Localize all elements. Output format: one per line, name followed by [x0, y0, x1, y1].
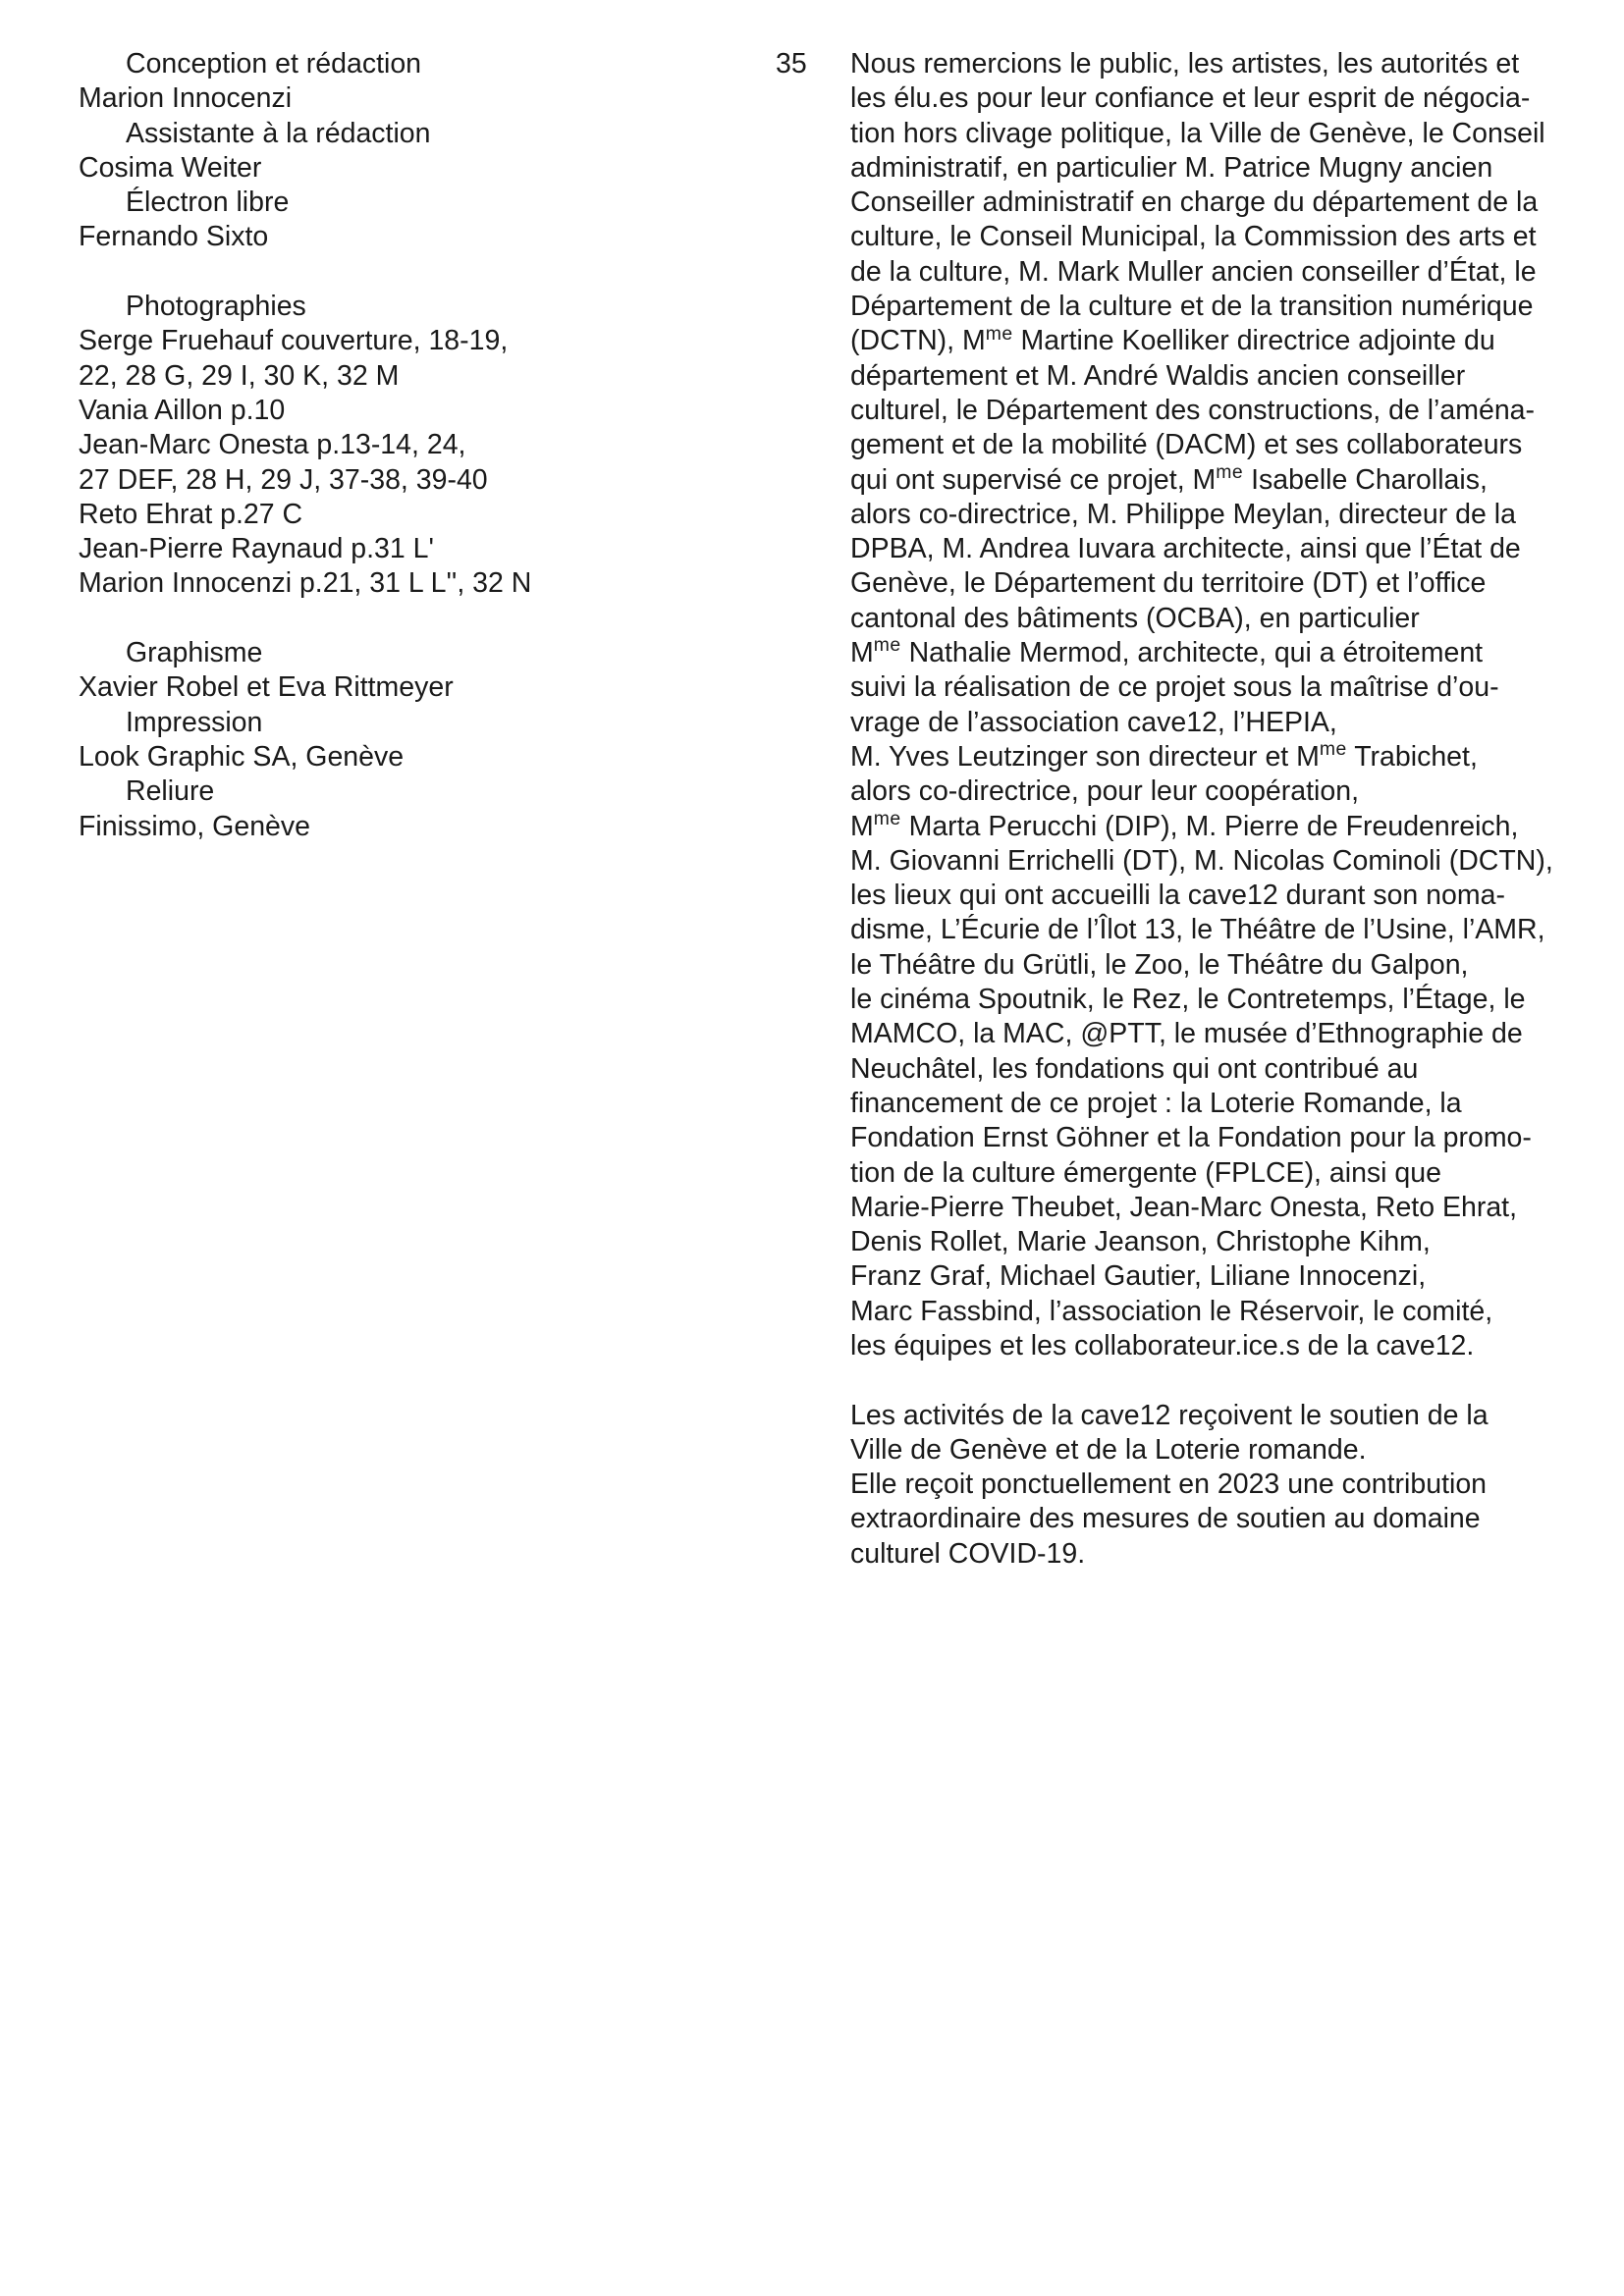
text-line: extraordinaire des mesures de soutien au domaine	[850, 1503, 1481, 1535]
credit-role: Photographies	[126, 291, 306, 323]
acknowledgements-paragraph	[850, 47, 1597, 1363]
text-line: M. Yves Leutzinger son directeur et $M^{me}$ Trabichet,	[850, 738, 1478, 773]
text-line: culturel, le Département des constructions, de l’aména-	[850, 394, 1536, 426]
text-line: Marie-Pierre Theubet, Jean-Marc Onesta, Reto Ehrat,	[850, 1191, 1518, 1223]
support-paragraph	[850, 1399, 1597, 1572]
credit-name: Xavier Robel et Eva Rittmeyer	[79, 671, 454, 704]
superscript: me	[1216, 460, 1244, 483]
credit-name: Finissimo, Genève	[79, 810, 311, 842]
acknowledgements-column	[850, 47, 1597, 1572]
text-line: alors co-directrice, pour leur coopération,	[850, 775, 1359, 808]
superscript: me	[873, 807, 901, 829]
text-line: disme, L’Écurie de l’Îlot 13, le Théâtre de l’Usine, l’AMR,	[850, 914, 1545, 946]
text-line: administratif, en particulier M. Patrice Mugny ancien	[850, 151, 1493, 184]
text-line: Denis Rollet, Marie Jeanson, Christophe Kihm,	[850, 1226, 1431, 1258]
credit-role: Assistante à la rédaction	[126, 117, 431, 149]
text-line: financement de ce projet : la Loterie Romande, la	[850, 1087, 1462, 1119]
text-line: Marc Fassbind, l’association le Réservoir, le comité,	[850, 1295, 1493, 1327]
credit-name: 27 DEF, 28 H, 29 J, 37-38, 39-40	[79, 463, 488, 496]
text-line: Fondation Ernst Göhner et la Fondation pour la promo-	[850, 1122, 1532, 1154]
text-line: $M^{me}$ Nathalie Mermod, architecte, qui a étroitement	[850, 634, 1484, 669]
text-line: DPBA, M. Andrea Iuvara architecte, ainsi que l’État de	[850, 533, 1521, 565]
credit-name: Look Graphic SA, Genève	[79, 740, 405, 773]
credit-name: Cosima Weiter	[79, 151, 262, 184]
page-number: 35	[776, 48, 807, 80]
text-line: Franz Graf, Michael Gautier, Liliane Innocenzi,	[850, 1260, 1427, 1293]
credit-role: Conception et rédaction	[126, 48, 422, 80]
credit-name: Marion Innocenzi	[79, 82, 293, 115]
text-line: le Théâtre du Grütli, le Zoo, le Théâtre du Galpon,	[850, 948, 1469, 981]
text-line: Neuchâtel, les fondations qui ont contribué au	[850, 1052, 1419, 1085]
credit-role: Reliure	[126, 775, 215, 808]
credit-role: Électron libre	[126, 187, 290, 219]
text-line: M. Giovanni Errichelli (DT), M. Nicolas Cominoli (DCTN),	[850, 844, 1553, 877]
text-line: alors co-directrice, M. Philippe Meylan, directeur de la	[850, 498, 1516, 530]
credit-name: Jean-Pierre Raynaud p.31 L'	[79, 533, 434, 565]
credit-name: Fernando Sixto	[79, 221, 269, 253]
credit-role: Graphisme	[126, 637, 263, 669]
text-line: tion de la culture émergente (FPLCE), ainsi que	[850, 1156, 1441, 1189]
credit-name: Jean-Marc Onesta p.13-14, 24,	[79, 429, 466, 461]
text-line: Elle reçoit ponctuellement en 2023 une contribution	[850, 1468, 1488, 1501]
credit-name: Vania Aillon p.10	[79, 394, 286, 426]
text-line: le cinéma Spoutnik, le Rez, le Contretemps, l’Étage, le	[850, 984, 1526, 1016]
text-line: les lieux qui ont accueilli la cave12 durant son noma-	[850, 880, 1505, 912]
text-line: culturel COVID-19.	[850, 1537, 1086, 1570]
text-line: Ville de Genève et de la Loterie romande.	[850, 1433, 1367, 1466]
text-line: les équipes et les collaborateur.ice.s de la cave12.	[850, 1329, 1475, 1362]
credit-name: Serge Fruehauf couverture, 18-19,	[79, 325, 509, 357]
text-line: vrage de l’association cave12, l’HEPIA,	[850, 706, 1337, 738]
text-line: Nous remercions le public, les artistes, les autorités et	[850, 48, 1520, 80]
text-line: cantonal des bâtiments (OCBA), en particulier	[850, 602, 1420, 634]
text-line: Conseiller administratif en charge du département de la	[850, 187, 1539, 219]
text-line: de la culture, M. Mark Muller ancien conseiller d’État, le	[850, 255, 1537, 288]
text-line: (DCTN), $M^{me}$ Martine Koelliker directrice adjointe du	[850, 322, 1495, 357]
text-line: département et M. André Waldis ancien conseiller	[850, 359, 1466, 392]
superscript: me	[873, 634, 901, 657]
text-line: suivi la réalisation de ce projet sous la maîtrise d’ou-	[850, 671, 1499, 704]
text-line: gement et de la mobilité (DACM) et ses collaborateurs	[850, 429, 1523, 461]
superscript: me	[1319, 738, 1347, 761]
credit-name: Reto Ehrat p.27 C	[79, 498, 303, 530]
text-line: les élu.es pour leur confiance et leur esprit de négocia-	[850, 82, 1531, 115]
superscript: me	[985, 322, 1013, 345]
text-line: qui ont supervisé ce projet, $M^{me}$ Isabelle Charollais,	[850, 460, 1488, 496]
credits-spacer	[79, 602, 707, 636]
text-line: MAMCO, la MAC, @PTT, le musée d’Ethnographie de	[850, 1018, 1523, 1050]
paragraph-spacer	[850, 1363, 1597, 1398]
text-line: Les activités de la cave12 reçoivent le soutien de la	[850, 1399, 1489, 1431]
text-line: tion hors clivage politique, la Ville de Genève, le Conseil	[850, 117, 1545, 149]
credits-spacer	[79, 255, 707, 290]
text-line: Département de la culture et de la transition numérique	[850, 291, 1534, 323]
text-line: culture, le Conseil Municipal, la Commission des arts et	[850, 221, 1537, 253]
credit-role: Impression	[126, 706, 263, 738]
text-line: $M^{me}$ Marta Perucchi (DIP), M. Pierre de Freudenreich,	[850, 807, 1519, 842]
credit-name: Marion Innocenzi p.21, 31 L L'', 32 N	[79, 567, 532, 600]
text-line: Genève, le Département du territoire (DT) et l’office	[850, 567, 1487, 600]
credit-name: 22, 28 G, 29 I, 30 K, 32 M	[79, 359, 400, 392]
credits-column	[79, 47, 707, 844]
